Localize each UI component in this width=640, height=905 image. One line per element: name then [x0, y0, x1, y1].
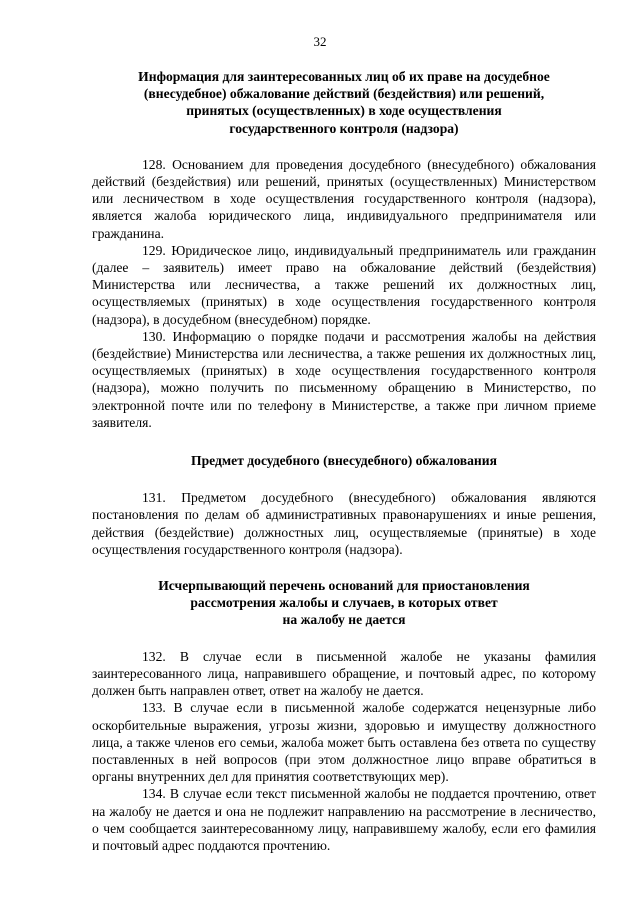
paragraph-128: 128. Основанием для проведения досудебного (внесудебного) обжалования действий (бездействия) или решений, принятых (осуществленных) Министерством или лесничеством в ходе осуществления государственного контроля (надзора), является жалоба юридического лица, индивидуального предпринимателя или гражданина.: [92, 156, 596, 241]
heading-line: рассмотрения жалобы и случаев, в которых ответ: [190, 595, 498, 611]
heading-line: государственного контроля (надзора): [229, 120, 459, 136]
section-heading-appeal-rights: [92, 68, 596, 137]
paragraph-133: 133. В случае если в письменной жалобе содержатся нецензурные либо оскорбительные выражения, угрозы жизни, здоровью и имуществу должностного лица, а также членов его семьи, жалоба может быть оставлена без ответа по существу поставленных в ней вопросов (при этом должностное лицо вправе обратиться в органы внутренних дел для принятия соответствующих мер).: [92, 700, 596, 785]
paragraph-129: 129. Юридическое лицо, индивидуальный предприниматель или гражданин (далее – заявитель) имеет право на обжалование действий (бездействия) Министерства или лесничества, а также решений их должностных лиц, осуществляемых (принятых) в ходе осуществления государственного контроля (надзора), в досудебном (внесудебном) порядке.: [92, 242, 596, 327]
paragraph-131: 131. Предметом досудебного (внесудебного) обжалования являются постановления по делам об административных правонарушениях и иные решения, действия (бездействие) должностных лиц, осуществляемые (принятые) в ходе осуществления государственного контроля (надзора).: [92, 490, 596, 557]
paragraph-134: 134. В случае если текст письменной жалобы не поддается прочтению, ответ на жалобу не дается и она не подлежит направлению на рассмотрение в лесничество, о чем сообщается заинтересованному лицу, направившему жалобу, если его фамилия и почтовый адрес поддаются прочтению.: [92, 786, 596, 853]
section-heading-appeal-subject: [92, 452, 596, 469]
heading-line: на жалобу не дается: [282, 612, 406, 628]
heading-line: Информация для заинтересованных лиц об их праве на досудебное: [138, 69, 550, 84]
document-body: [92, 68, 596, 854]
heading-line: принятых (осуществленных) в ходе осуществления: [186, 103, 502, 119]
page-number: 32: [313, 34, 327, 49]
heading-line: Исчерпывающий перечень оснований для приостановления: [158, 578, 530, 594]
paragraph-132: 132. В случае если в письменной жалобе не указаны фамилия заинтересованного лица, направившего обращение, и почтовый адрес, по которому должен быть направлен ответ, ответ на жалобу не дается.: [92, 648, 596, 699]
heading-line: (внесудебное) обжалование действий (бездействия) или решений,: [143, 86, 545, 102]
paragraph-130: 130. Информацию о порядке подачи и рассмотрения жалобы на действия (бездействие) Министерства или лесничества, а также решения их должностных лиц, осуществляемых (принятых) в ходе осуществления государственного контроля (надзора), можно получить по письменному обращению в Министерство, по электронной почте или по телефону в Министерстве, а также при личном приеме заявителя.: [92, 328, 596, 430]
section-heading-suspension-grounds: [92, 577, 596, 629]
heading-line: Предмет досудебного (внесудебного) обжалования: [191, 453, 497, 469]
